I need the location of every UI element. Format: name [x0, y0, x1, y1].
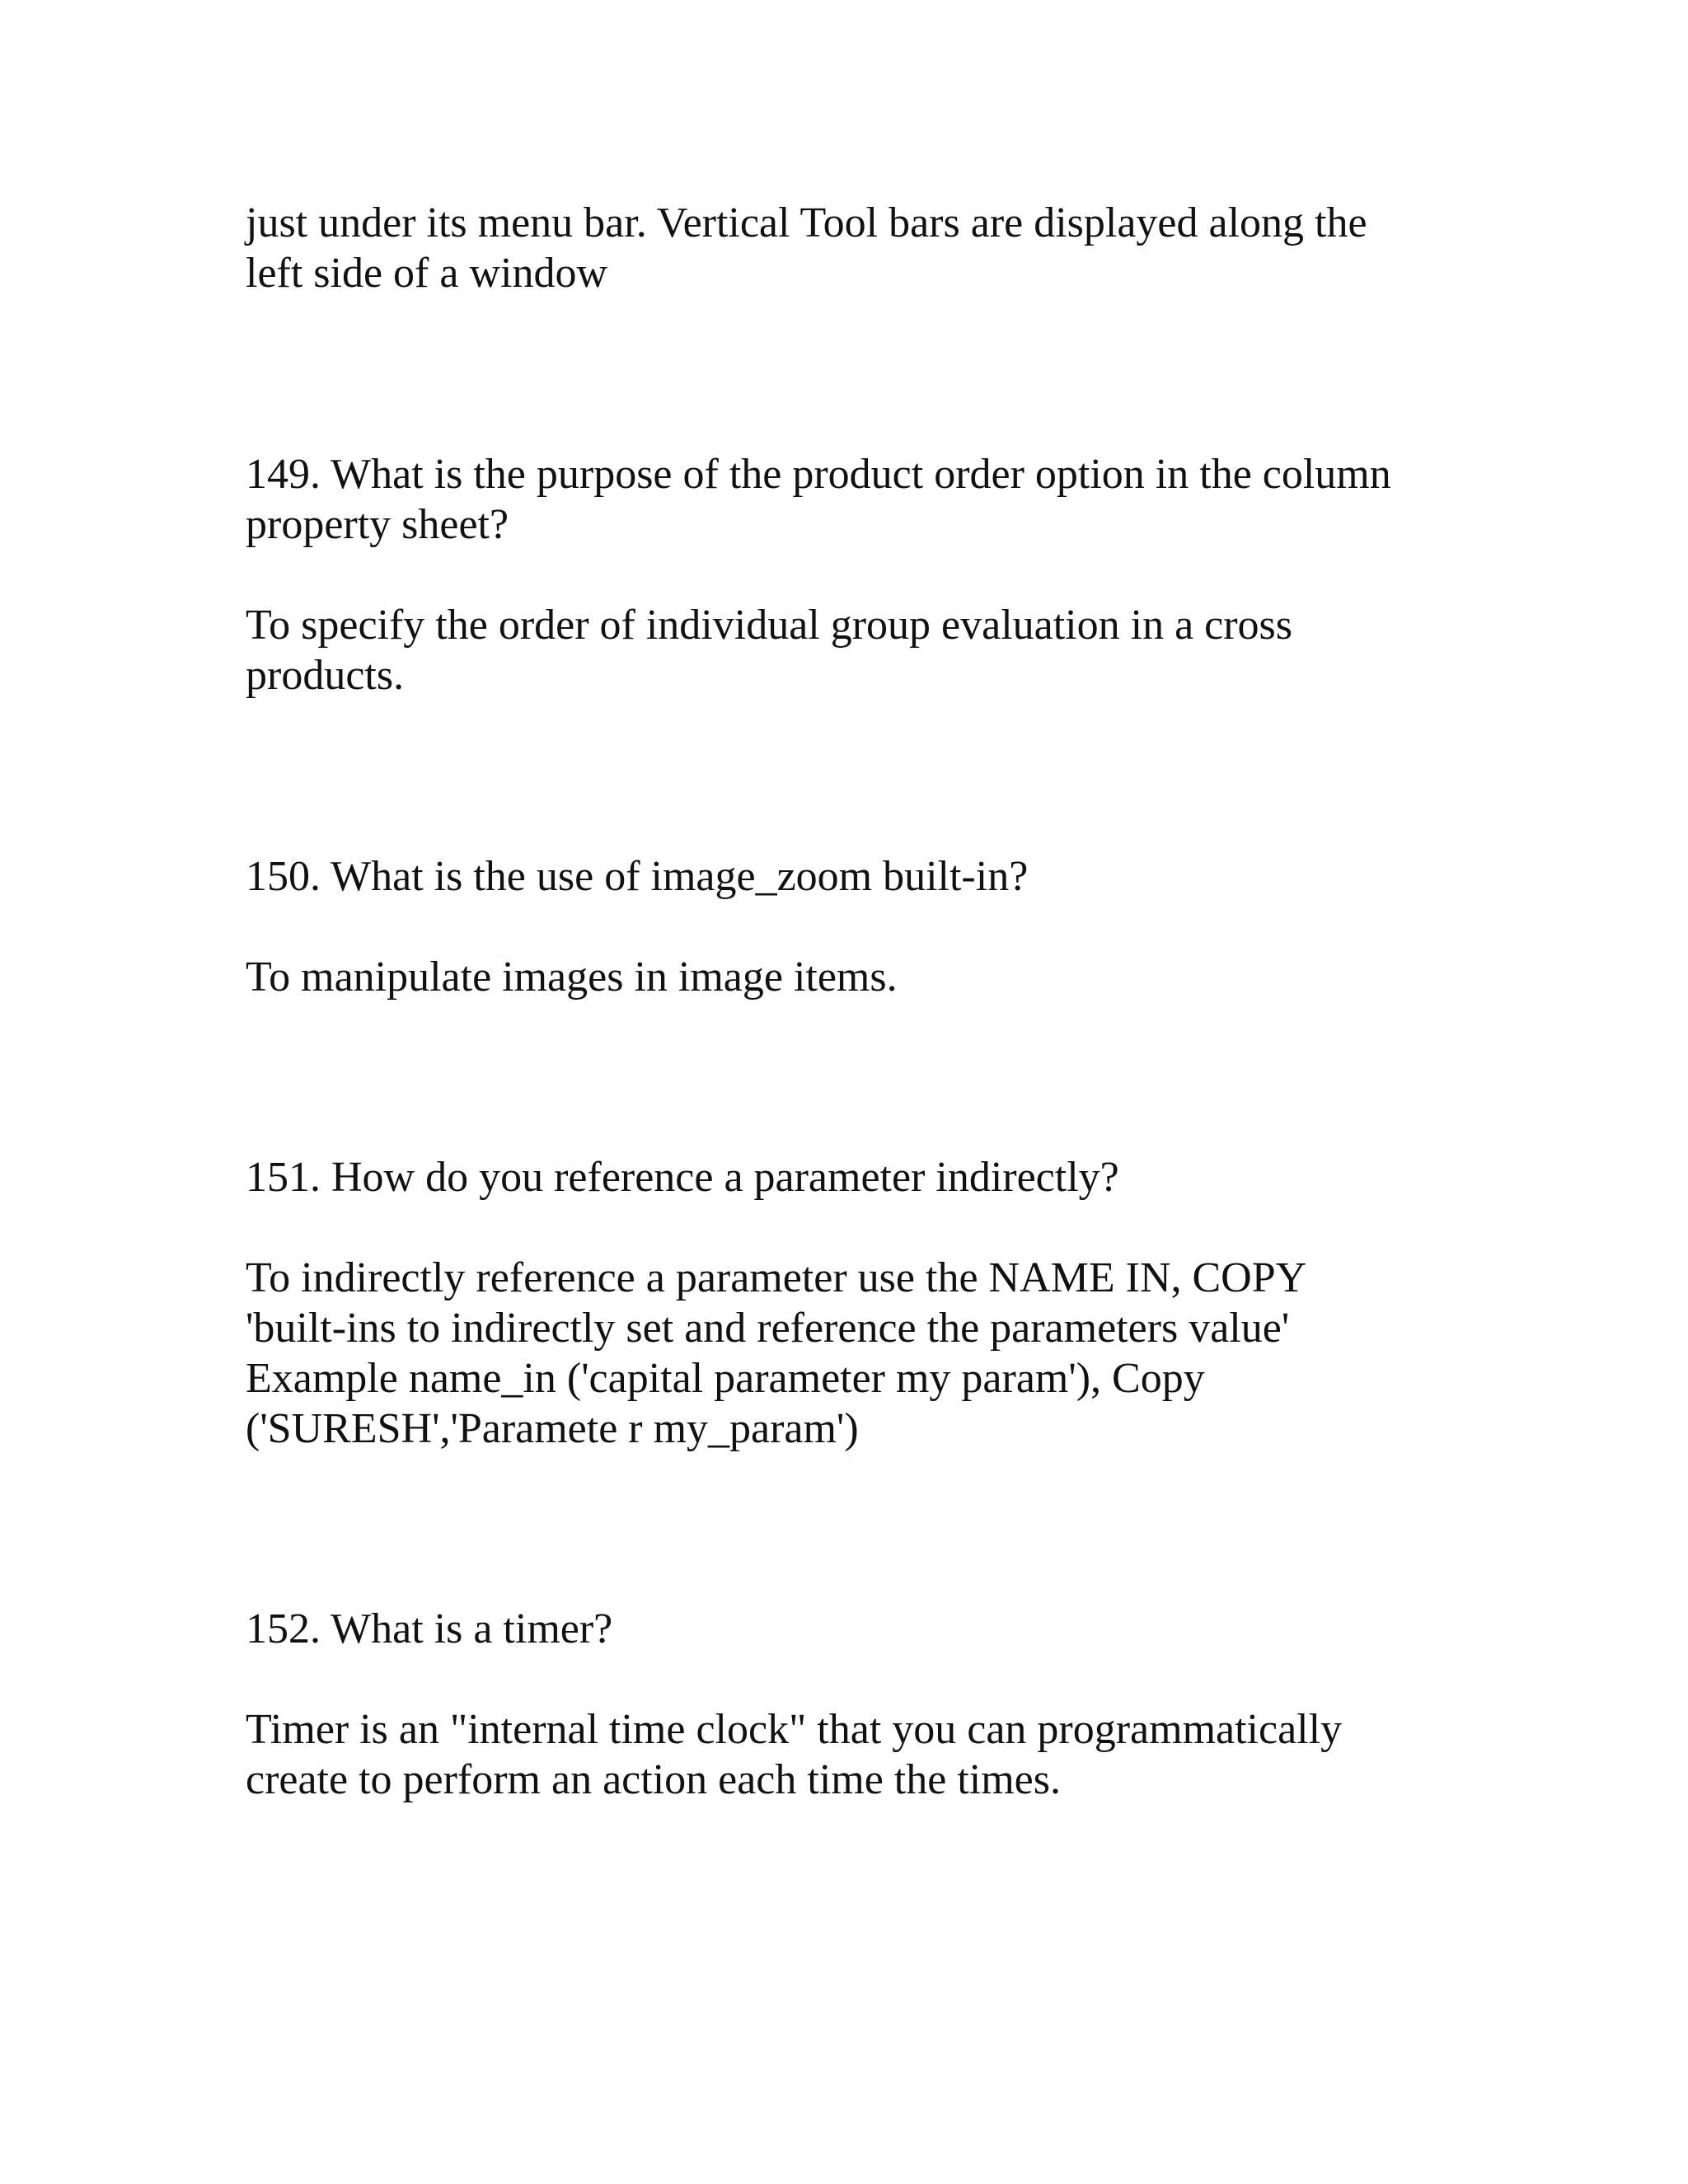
answer-149: [246, 600, 1482, 701]
intro-line: left side of a window: [246, 250, 608, 297]
question-152: [246, 1604, 1482, 1654]
answer-line: ('SURESH','Paramete r my_param'): [246, 1405, 859, 1452]
question-150: [246, 851, 1482, 902]
answer-line: To manipulate images in image items.: [246, 954, 898, 1001]
question-line: property sheet?: [246, 501, 509, 548]
question-line: 150. What is the use of image_zoom built-in?: [246, 853, 1029, 900]
answer-line: 'built-ins to indirectly set and reference the parameters value': [246, 1305, 1290, 1352]
question-line: 149. What is the purpose of the product order option in the column: [246, 451, 1391, 498]
answer-151: [246, 1253, 1482, 1454]
answer-line: create to perform an action each time the times.: [246, 1756, 1061, 1803]
question-151: [246, 1152, 1482, 1202]
answer-line: Example name_in ('capital parameter my param'), Copy: [246, 1355, 1205, 1402]
answer-line: To indirectly reference a parameter use the NAME IN, COPY: [246, 1254, 1307, 1301]
answer-line: products.: [246, 652, 405, 699]
answer-150: [246, 952, 1482, 1002]
question-line: 151. How do you reference a parameter indirectly?: [246, 1154, 1119, 1201]
answer-152: [246, 1704, 1482, 1805]
question-149: [246, 449, 1482, 550]
answer-line: To specify the order of individual group evaluation in a cross: [246, 602, 1293, 649]
intro-paragraph: [246, 198, 1482, 298]
answer-line: Timer is an "internal time clock" that you can programmatically: [246, 1706, 1343, 1753]
question-line: 152. What is a timer?: [246, 1605, 613, 1652]
intro-line: just under its menu bar. Vertical Tool bars are displayed along the: [246, 199, 1367, 246]
